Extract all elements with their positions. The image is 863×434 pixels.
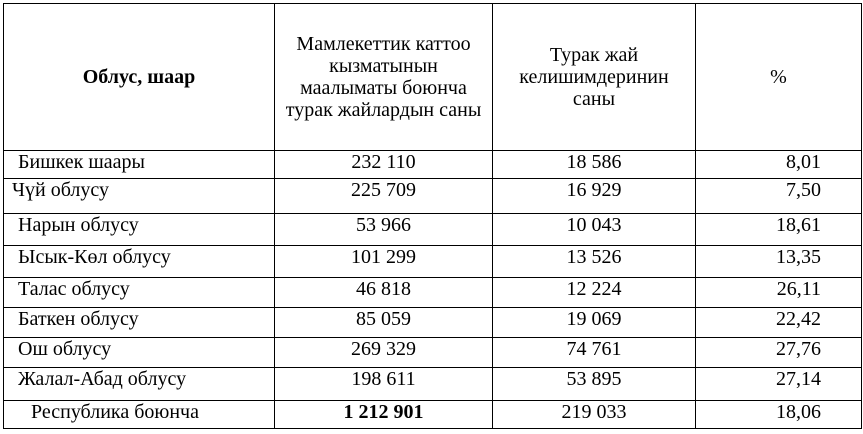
registry-cell: 225 709 [275, 179, 493, 214]
table-row [4, 338, 862, 368]
contracts-cell: 13 526 [493, 246, 696, 278]
table-row [4, 179, 862, 214]
header-contracts-label: Турак жай келишимдеринин саны [519, 44, 669, 110]
header-percent [696, 4, 862, 151]
percent-cell: 8,01 [696, 151, 862, 179]
total-percent-cell: 18,06 [696, 401, 862, 429]
total-registry-cell: 1 212 901 [275, 401, 493, 429]
percent-cell: 22,42 [696, 308, 862, 338]
header-row [4, 4, 862, 151]
percent-cell: 18,61 [696, 214, 862, 246]
percent-cell: 27,14 [696, 368, 862, 401]
percent-cell: 27,76 [696, 338, 862, 368]
registry-cell: 269 329 [275, 338, 493, 368]
region-cell: Бишкек шаары [4, 151, 275, 179]
table-row [4, 214, 862, 246]
total-region-cell: Республика боюнча [4, 401, 275, 429]
percent-cell: 7,50 [696, 179, 862, 214]
table-row [4, 308, 862, 338]
contracts-cell: 16 929 [493, 179, 696, 214]
contracts-cell: 12 224 [493, 278, 696, 308]
registry-cell: 101 299 [275, 246, 493, 278]
header-percent-label: % [770, 66, 787, 88]
header-region [4, 4, 275, 151]
header-contracts [493, 4, 696, 151]
table-row [4, 246, 862, 278]
table-row [4, 278, 862, 308]
percent-cell: 13,35 [696, 246, 862, 278]
contracts-cell: 53 895 [493, 368, 696, 401]
region-cell: Чүй облусу [4, 179, 275, 214]
registry-cell: 85 059 [275, 308, 493, 338]
region-cell: Ысык-Көл облусу [4, 246, 275, 278]
contracts-cell: 18 586 [493, 151, 696, 179]
registry-cell: 46 818 [275, 278, 493, 308]
contracts-cell: 10 043 [493, 214, 696, 246]
region-cell: Нарын облусу [4, 214, 275, 246]
header-registry-label: Мамлекеттик каттоо кызматынын маалыматы боюнча турак жайлардын саны [285, 33, 482, 121]
header-region-label: Облус, шаар [82, 66, 196, 88]
percent-cell: 26,11 [696, 278, 862, 308]
registry-cell: 53 966 [275, 214, 493, 246]
registry-cell: 198 611 [275, 368, 493, 401]
region-cell: Баткен облусу [4, 308, 275, 338]
table-row [4, 368, 862, 401]
total-contracts-cell: 219 033 [493, 401, 696, 429]
housing-table [3, 3, 862, 429]
total-row [4, 401, 862, 429]
table-row [4, 151, 862, 179]
region-cell: Талас облусу [4, 278, 275, 308]
region-cell: Ош облусу [4, 338, 275, 368]
contracts-cell: 74 761 [493, 338, 696, 368]
header-registry [275, 4, 493, 151]
registry-cell: 232 110 [275, 151, 493, 179]
contracts-cell: 19 069 [493, 308, 696, 338]
region-cell: Жалал-Абад облусу [4, 368, 275, 401]
